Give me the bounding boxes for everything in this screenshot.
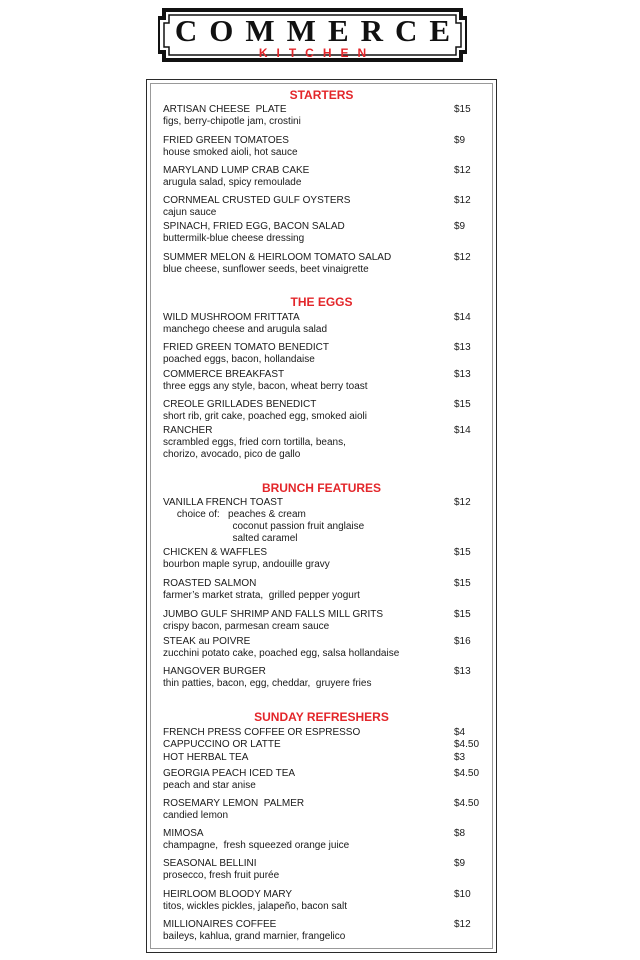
menu-item (163, 547, 330, 571)
item-name: ARTISAN CHEESE PLATE (163, 104, 287, 115)
item-desc: manchego cheese and arugula salad (163, 324, 328, 335)
item-desc: champagne, fresh squeezed orange juice (163, 840, 350, 851)
menu-item (163, 104, 301, 128)
item-desc: crispy bacon, parmesan cream sauce (163, 621, 330, 632)
menu-item (163, 609, 383, 633)
menu-item (163, 739, 281, 751)
item-desc: three eggs any style, bacon, wheat berry toast (163, 381, 368, 392)
menu-item (163, 369, 368, 393)
menu-item (163, 221, 345, 245)
section-title-eggs: THE EGGS (290, 295, 353, 309)
item-price: $13 (454, 666, 471, 677)
item-price: $4.50 (454, 768, 480, 779)
item-desc: arugula salad, spicy remoulade (163, 177, 302, 188)
item-desc: farmer’s market strata, grilled pepper yogurt (163, 590, 360, 601)
item-price: $3 (454, 752, 466, 763)
item-desc: baileys, kahlua, grand marnier, frangelico (163, 931, 346, 942)
item-desc: house smoked aioli, hot sauce (163, 147, 298, 158)
item-price: $12 (454, 165, 471, 176)
item-price: $9 (454, 221, 466, 232)
item-price: $4 (454, 727, 466, 738)
menu-item (163, 636, 399, 660)
item-price: $16 (454, 636, 471, 647)
item-name: MARYLAND LUMP CRAB CAKE (163, 165, 310, 176)
item-price: $15 (454, 399, 471, 410)
item-desc: bourbon maple syrup, andouille gravy (163, 559, 330, 570)
item-price: $8 (454, 828, 466, 839)
item-desc: scrambled eggs, fried corn tortilla, beans, chorizo, avocado, pico de gallo (163, 437, 346, 460)
menu-item (163, 312, 327, 336)
item-name: FRENCH PRESS COFFEE OR ESPRESSO (163, 727, 361, 738)
item-name: RANCHER (163, 425, 213, 436)
menu-item (163, 399, 367, 423)
item-desc: titos, wickles pickles, jalapeño, bacon salt (163, 901, 347, 912)
item-desc: blue cheese, sunflower seeds, beet vinaigrette (163, 264, 369, 275)
item-name: CORNMEAL CRUSTED GULF OYSTERS (163, 195, 351, 206)
item-price: $14 (454, 312, 471, 323)
item-price: $15 (454, 547, 471, 558)
menu-item (163, 135, 298, 159)
menu-item (163, 578, 360, 602)
item-price: $12 (454, 497, 471, 508)
item-price: $4.50 (454, 798, 480, 809)
item-desc: poached eggs, bacon, hollandaise (163, 354, 315, 365)
item-desc: choice of: peaches & cream coconut passion fruit anglaise salted caramel (176, 509, 365, 544)
item-name: WILD MUSHROOM FRITTATA (163, 312, 300, 323)
item-price: $12 (454, 919, 471, 930)
item-desc: thin patties, bacon, egg, cheddar, gruyere fries (163, 678, 372, 689)
section-title-starters: STARTERS (289, 88, 354, 102)
item-price: $15 (454, 578, 471, 589)
restaurant-logo (158, 7, 467, 63)
item-desc: peach and star anise (163, 780, 256, 791)
item-name: HANGOVER BURGER (163, 666, 266, 677)
item-price: $15 (454, 609, 471, 620)
item-name: SEASONAL BELLINI (163, 858, 257, 869)
item-name: MIMOSA (163, 828, 204, 839)
item-price: $10 (454, 889, 471, 900)
menu-item (163, 165, 309, 189)
section-title-refreshers: SUNDAY REFRESHERS (254, 710, 389, 724)
menu-item (163, 919, 345, 943)
menu-item (163, 828, 349, 852)
item-name: CAPPUCCINO OR LATTE (163, 739, 281, 750)
item-name: CREOLE GRILLADES BENEDICT (163, 399, 317, 410)
menu-item (163, 497, 364, 545)
item-price: $4.50 (454, 739, 480, 750)
menu-item (163, 425, 346, 461)
item-price: $14 (454, 425, 471, 436)
item-name: MILLIONAIRES COFFEE (163, 919, 277, 930)
menu-item (163, 768, 295, 792)
menu-item (163, 727, 360, 739)
item-name: GEORGIA PEACH ICED TEA (163, 768, 296, 779)
item-name: HEIRLOOM BLOODY MARY (163, 889, 293, 900)
item-desc: figs, berry-chipotle jam, crostini (163, 116, 301, 127)
item-name: VANILLA FRENCH TOAST (163, 497, 284, 508)
item-price: $12 (454, 195, 471, 206)
item-name: FRIED GREEN TOMATO BENEDICT (163, 342, 329, 353)
item-name: JUMBO GULF SHRIMP AND FALLS MILL GRITS (163, 609, 384, 620)
menu-item (163, 752, 248, 764)
item-desc: candied lemon (163, 810, 229, 821)
item-desc: zucchini potato cake, poached egg, salsa hollandaise (163, 648, 400, 659)
menu-item (163, 666, 371, 690)
item-name: COMMERCE BREAKFAST (163, 369, 285, 380)
item-desc: buttermilk-blue cheese dressing (163, 233, 305, 244)
item-name: STEAK au POIVRE (163, 636, 251, 647)
menu-item (163, 195, 350, 219)
menu-item (163, 252, 391, 276)
item-price: $13 (454, 342, 471, 353)
item-name: CHICKEN & WAFFLES (163, 547, 268, 558)
item-price: $9 (454, 858, 466, 869)
item-price: $13 (454, 369, 471, 380)
logo-subtitle: KITCHEN (258, 46, 376, 60)
item-price: $12 (454, 252, 471, 263)
item-desc: cajun sauce (163, 207, 217, 218)
item-desc: short rib, grit cake, poached egg, smoked aioli (163, 411, 367, 422)
section-title-brunch: BRUNCH FEATURES (261, 481, 382, 495)
item-name: HOT HERBAL TEA (163, 752, 249, 763)
menu-item (163, 858, 279, 882)
item-price: $9 (454, 135, 466, 146)
item-name: FRIED GREEN TOMATOES (163, 135, 289, 146)
item-name: SUMMER MELON & HEIRLOOM TOMATO SALAD (163, 252, 392, 263)
item-price: $15 (454, 104, 471, 115)
item-name: ROSEMARY LEMON PALMER (163, 798, 305, 809)
item-name: ROASTED SALMON (163, 578, 257, 589)
menu-item (163, 798, 304, 822)
item-desc: prosecco, fresh fruit purée (163, 870, 280, 881)
item-name: SPINACH, FRIED EGG, BACON SALAD (163, 221, 345, 232)
logo-name: COMMERCE (174, 13, 463, 48)
menu-item (163, 889, 347, 913)
menu-item (163, 342, 329, 366)
